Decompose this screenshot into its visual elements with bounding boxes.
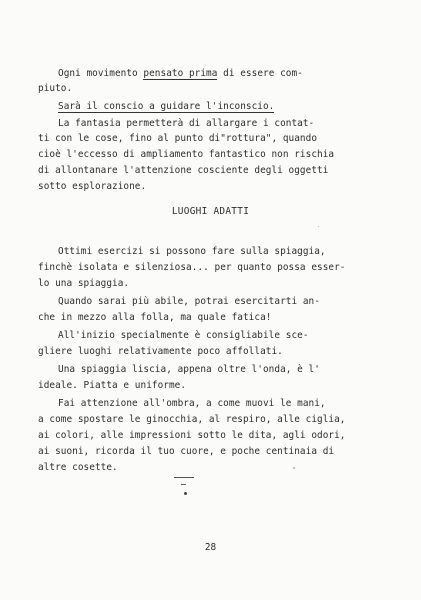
text-line: ti con le cose, fino al punto di"rottura", quando [38,133,318,144]
text-line: ideale. Piatta e uniforme. [38,380,187,391]
text-line: finchè isolata e silenziosa... per quanto possa esser- [38,262,346,273]
text-line: piuto. [38,83,73,94]
text-line: di allontanare l'attenzione cosciente degli oggetti [38,165,329,176]
page-number: 28 [204,542,217,553]
separator-rule [181,484,186,485]
text-line: Una spiaggia liscia, appena oltre l'onda, è l' [58,364,320,375]
text-line [58,101,274,113]
text-line: lo una spiaggia. [38,278,130,289]
text-line: Ottimi esercizi si possono fare sulla spiaggia, [58,246,326,257]
underlined-phrase: Sarà il conscio a guidare l'inconscio. [58,101,275,112]
section-heading: LUOGHI ADATTI [171,206,250,217]
text-line: cioè l'eccesso di ampliamento fantastico non rischia [38,149,335,160]
text-fragment: Ogni movimento [58,68,144,79]
separator-rule [174,477,194,478]
text-line: Quando sarai più abile, potrai esercitarti an- [58,296,320,307]
scan-speck [293,467,295,469]
text-line: altre cosette. [38,462,118,473]
text-fragment: di essere com- [217,68,303,79]
text-line: ai suoni, ricorda il tuo cuore, e poche centinaia di [38,446,335,457]
scan-speck [318,226,319,227]
text-line: All'inizio specialmente è consigliabile sce- [58,330,309,341]
text-line: sotto esplorazione. [38,181,147,192]
separator-dot [184,492,187,495]
text-line: a come spostare le ginocchia, al respiro, alle ciglia, [38,414,346,425]
text-line [58,68,303,80]
text-line: ai colori, alle impressioni sotto le dita, agli odori, [38,430,346,441]
text-line: gliere luoghi relativamente poco affollati. [38,346,283,357]
underlined-phrase: pensato prima [143,68,218,79]
text-line: Fai attenzione all'ombra, a come muovi le mani, [58,398,326,409]
text-line: che in mezzo alla folla, ma quale fatica! [38,312,272,323]
text-line: La fantasia permetterà di allargare i contat- [58,118,315,129]
